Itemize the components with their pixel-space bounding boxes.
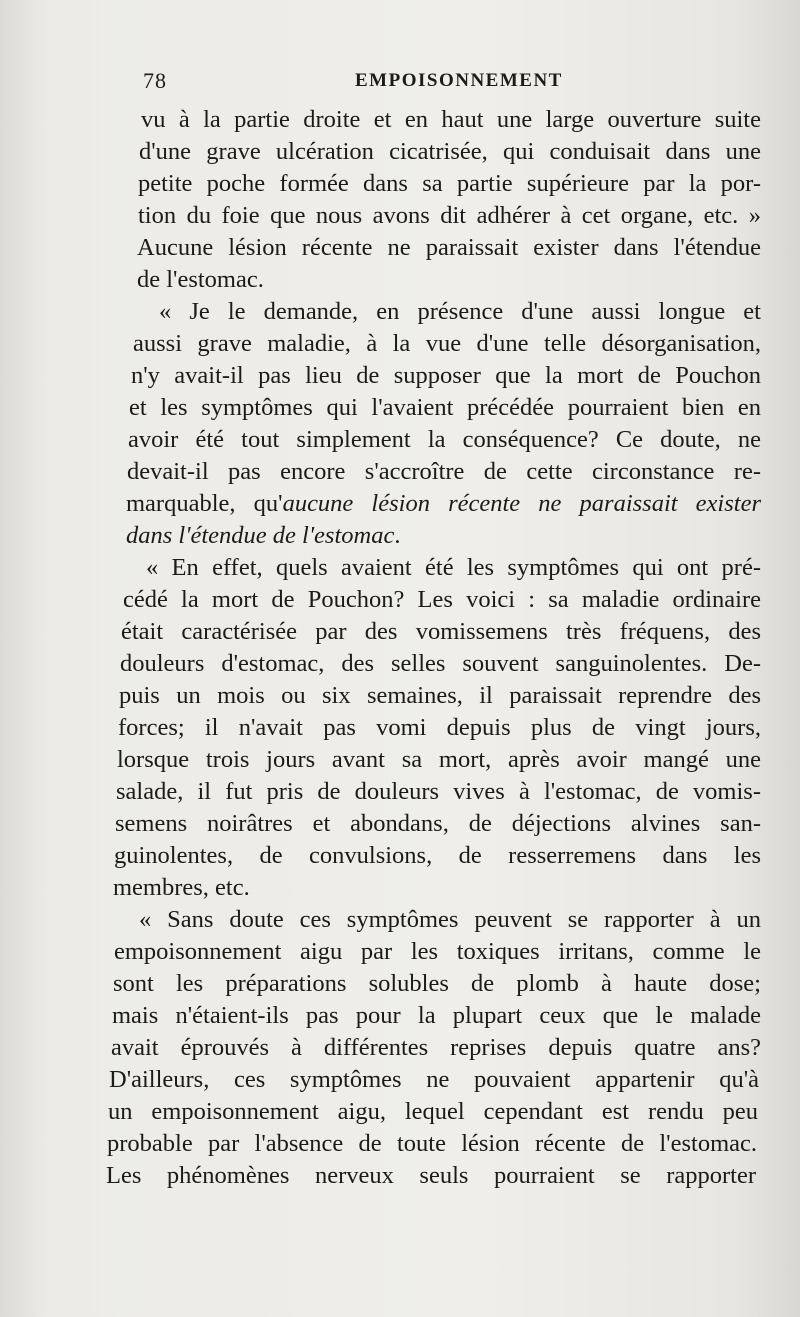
text-line: tion du foie que nous avons dit adhérer à cet organe, etc. » <box>138 202 761 229</box>
body-text <box>106 104 761 1192</box>
page-header <box>143 68 563 104</box>
text-line: lorsque trois jours avant sa mort, après avoir mangé une <box>117 746 761 773</box>
text-line: n'y avait-il pas lieu de supposer que la mort de Pouchon <box>131 362 761 389</box>
text-line: « Je le demande, en présence d'une aussi longue et <box>159 298 761 325</box>
text-line: douleurs d'estomac, des selles souvent sanguinolentes. De- <box>120 650 761 677</box>
text-line: et les symptômes qui l'avaient précédée pourraient bien en <box>129 394 761 421</box>
text-line: était caractérisée par des vomissemens très fréquens, des <box>121 618 761 645</box>
text-line: avoir été tout simplement la conséquence? Ce doute, ne <box>128 426 761 453</box>
text-line: devait-il pas encore s'accroître de cette circonstance re- <box>127 458 761 485</box>
text-line: mais n'étaient-ils pas pour la plupart ceux que le malade <box>112 1002 761 1029</box>
text-line: aussi grave maladie, à la vue d'une telle désorganisation, <box>133 330 761 357</box>
text-line: un empoisonnement aigu, lequel cependant est rendu peu <box>108 1098 758 1125</box>
text-line: d'une grave ulcération cicatrisée, qui conduisait dans une <box>139 138 761 165</box>
text-line: empoisonnement aigu par les toxiques irritans, comme le <box>114 938 761 965</box>
text-line: Les phénomènes nerveux seuls pourraient se rapporter <box>106 1162 756 1189</box>
text-line: Aucune lésion récente ne paraissait exister dans l'étendue <box>137 234 761 261</box>
text-line: probable par l'absence de toute lésion récente de l'estomac. <box>107 1130 757 1157</box>
text-line: sont les préparations solubles de plomb à haute dose; <box>113 970 761 997</box>
page-number: 78 <box>143 68 167 93</box>
text-line: « En effet, quels avaient été les symptômes qui ont pré- <box>146 554 761 581</box>
text-line: dans l'étendue de l'estomac. <box>126 522 401 549</box>
text-line: « Sans doute ces symptômes peuvent se rapporter à un <box>139 906 761 933</box>
text-line: cédé la mort de Pouchon? Les voici : sa maladie ordinaire <box>123 586 761 613</box>
text-line: puis un mois ou six semaines, il paraissait reprendre des <box>119 682 761 709</box>
text-line: membres, etc. <box>113 874 250 901</box>
text-line: D'ailleurs, ces symptômes ne pouvaient appartenir qu'à <box>109 1066 759 1093</box>
text-line: petite poche formée dans sa partie supérieure par la por- <box>138 170 761 197</box>
text-line: marquable, qu'aucune lésion récente ne paraissait exister <box>126 490 761 517</box>
text-line: forces; il n'avait pas vomi depuis plus de vingt jours, <box>118 714 761 741</box>
text-line: de l'estomac. <box>137 266 264 293</box>
text-line: semens noirâtres et abondans, de déjections alvines san- <box>115 810 761 837</box>
running-title: EMPOISONNEMENT <box>355 70 563 91</box>
text-line: guinolentes, de convulsions, de resserremens dans les <box>114 842 761 869</box>
text-line: vu à la partie droite et en haut une large ouverture suite <box>141 106 761 133</box>
text-line: avait éprouvés à différentes reprises depuis quatre ans? <box>111 1034 761 1061</box>
text-line: salade, il fut pris de douleurs vives à l'estomac, de vomis- <box>116 778 761 805</box>
